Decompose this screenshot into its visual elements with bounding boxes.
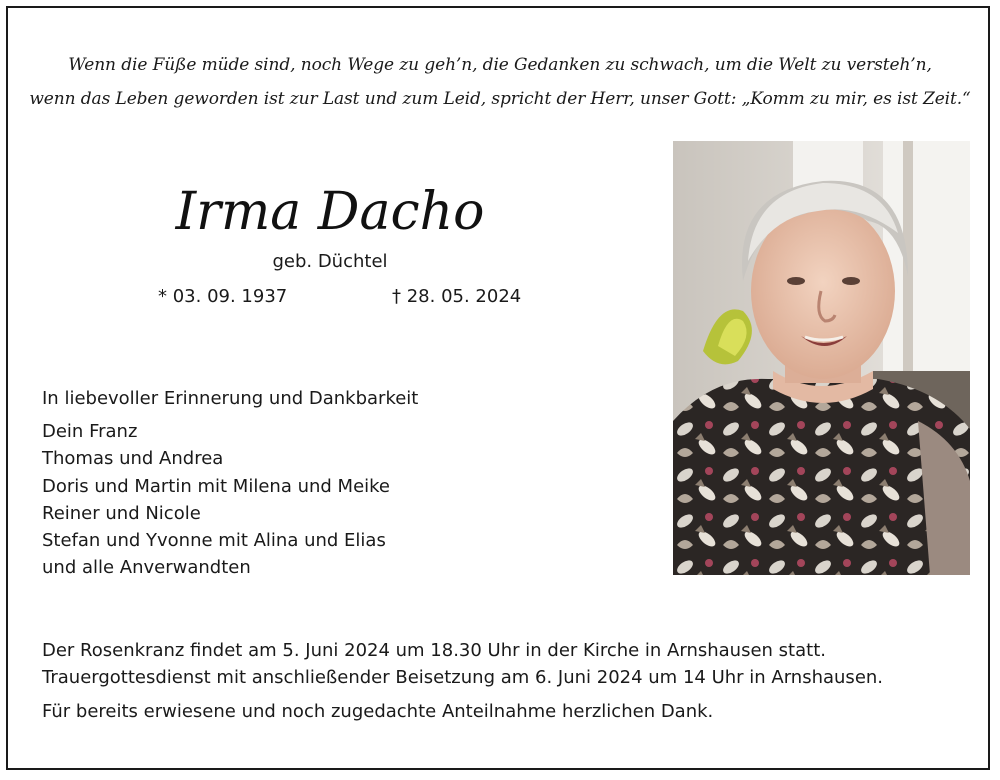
poem-line-2: wenn das Leben geworden ist zur Last und zum Leid, spricht der Herr, unser Gott: „Komm zu mir, es ist Zeit.“ — [29, 89, 971, 109]
family-member: Reiner und Nicole — [42, 502, 201, 524]
birth-date: * 03. 09. 1937 — [158, 286, 288, 307]
thanks-note: Für bereits erwiesene und noch zugedachte Anteilnahme herzlichen Dank. — [42, 701, 714, 722]
family-member: Dein Franz — [42, 421, 138, 442]
portrait-photo — [673, 141, 970, 575]
death-date: † 28. 05. 2024 — [392, 286, 522, 307]
service-info — [42, 637, 982, 725]
poem — [20, 48, 980, 116]
family-member: Stefan und Yvonne mit Alina und Elias — [42, 530, 386, 552]
deceased-name: Irma Dacho — [175, 182, 485, 242]
remembrance-intro: In liebevoller Erinnerung und Dankbarkeit — [42, 388, 419, 409]
birth-name: geb. Düchtel — [272, 251, 388, 272]
family-signatures — [42, 386, 642, 582]
family-member: Thomas und Andrea — [42, 448, 224, 470]
funeral-info: Trauergottesdienst mit anschließender Beisetzung am 6. Juni 2024 um 14 Uhr in Arnshausen. — [42, 667, 884, 688]
family-member: Doris und Martin mit Milena und Meike — [42, 475, 390, 497]
rosary-info: Der Rosenkranz findet am 5. Juni 2024 um 18.30 Uhr in der Kirche in Arnshausen statt. — [42, 640, 826, 661]
family-member: und alle Anverwandten — [42, 557, 251, 579]
poem-line-1: Wenn die Füße müde sind, noch Wege zu geh’n, die Gedanken zu schwach, um die Welt zu versteh’n, — [68, 55, 932, 75]
